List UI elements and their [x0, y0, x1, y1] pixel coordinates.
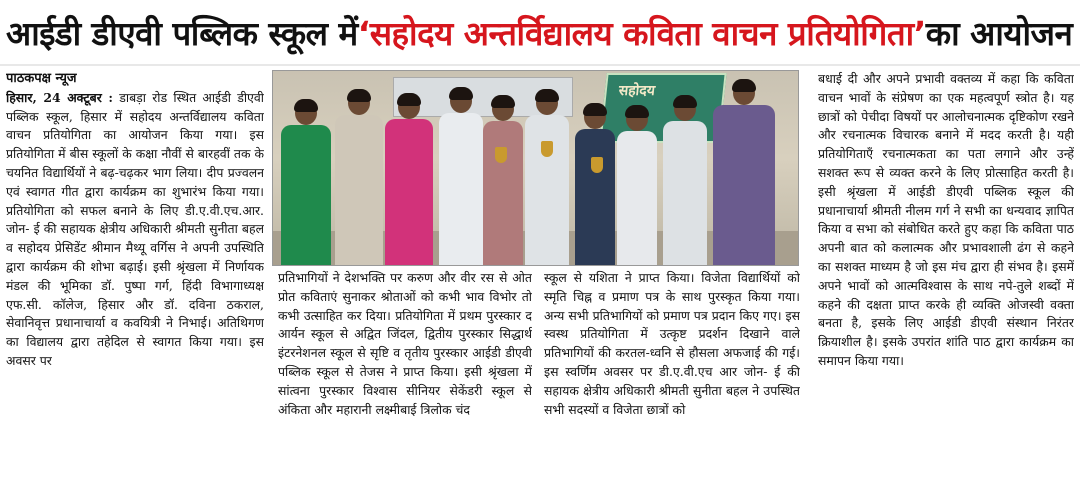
- article-column-3: [544, 269, 800, 484]
- trophy-icon: [495, 147, 507, 163]
- headline: [0, 0, 1080, 66]
- group-photo: [272, 70, 799, 266]
- trophy-icon: [591, 157, 603, 173]
- photo-person: [385, 95, 433, 266]
- column-2-text: प्रतिभागियों ने देशभक्ति पर करुण और वीर रस से ओत प्रोत कविताएं सुनाकर श्रोताओं को कभी भाव विभोर तो कभी उत्साहित कर दिया। प्रतियोगिता में प्रथम पुरस्कार द आर्यन स्कूल से अद्वित जिंदल, द्वितीय पुरस्कार सिद्धार्थ इंटरनेशनल स्कूल से सृष्टि व तृतीय पुरस्कार आईडी डीएवी पब्लिक स्कूल से तेजस ने प्राप्त किया। इसी श्रृंखला में सांत्वना पुरस्कार विश्वास सीनियर सेकेंडरी स्कूल से अंकिता और महारानी लक्ष्मीबाई त्रिलोक चंद: [278, 270, 532, 417]
- photo-person: [525, 91, 569, 266]
- photo-person: [281, 101, 331, 266]
- byline: पाठकपक्ष न्यूज: [6, 71, 77, 86]
- photo-banner-text: सहोदय: [617, 83, 656, 99]
- photo-person: [617, 107, 657, 266]
- photo-person: [483, 97, 523, 266]
- photo-person: [575, 105, 615, 266]
- article-column-2: [278, 269, 532, 484]
- trophy-icon: [541, 141, 553, 157]
- column-3-text: स्कूल से यशिता ने प्राप्त किया। विजेता विद्यार्थियों को स्मृति चिह्न व प्रमाण पत्र के साथ पुरस्कृत किया गया। अन्य सभी प्रतिभागियों को प्रमाण पत्र प्रदान किए गए। इस स्वस्थ प्रतियोगिता में उत्कृष्ट प्रदर्शन दिखाने वाले प्रतिभागियों की करतल-ध्वनि से हौसला अफजाई की गई। इस स्वर्णिम अवसर पर डी.ए.वी.एच आर जोन- ई की सहायक क्षेत्रीय अधिकारी श्रीमती सुनीता बहल ने उपस्थित सभी सदस्यों व विजेता छात्रों को: [544, 270, 800, 417]
- article-column-1: [6, 70, 264, 484]
- photo-person: [663, 97, 707, 266]
- headline-quoted: ‘सहोदय अन्तर्विद्यालय कविता वाचन प्रतियोगिता’: [357, 13, 926, 53]
- photo-person: [439, 89, 483, 266]
- photo-person: [335, 91, 383, 266]
- column-1-paragraph: [6, 89, 264, 371]
- article-column-4: [818, 70, 1074, 484]
- dateline: हिसार, 24 अक्टूबर :: [6, 89, 114, 105]
- column-4-text: बधाई दी और अपने प्रभावी वक्तव्य में कहा कि कविता वाचन भावों के संप्रेषण का एक महत्वपूर्ण स्त्रोत है। यह छात्रों को पेचीदा विषयों पर आलोचनात्मक दृष्टिकोण रखने और रचनात्मक विचारक बनाने में मदद करती है। यही प्रतियोगिताएँ रचनात्मकता का पता लगाने और उन्हें सशक्त रूप से व्यक्त करने के लिए प्रोत्साहित करती है। इसी श्रृंखला में आईडी डीएवी पब्लिक स्कूल की प्रधानाचार्या श्रीमती नीलम गर्ग ने सभी का धन्यवाद ज्ञापित किया व सभा को संबोधित करते हुए कहा कि कविता पाठ अपनी बात को कलात्मक और प्रभावशाली ढंग से कहने का सशक्त माध्यम है जो इस मंच द्वारा ही संभव है। इसमें अपने भावों को आत्मविश्वास के साथ नपे-तुले शब्दों में कहने की दक्षता प्राप्त करके ही व्यक्ति ओजस्वी वक्ता बनता है, इसके लिए आईडी डीएवी संस्थान निरंतर क्रियाशील है। इसके उपरांत शांति पाठ द्वारा कार्यक्रम का समापन किया गया।: [818, 71, 1074, 368]
- headline-part1: आईडी डीएवी पब्लिक स्कूल में: [6, 13, 358, 53]
- headline-part2: का आयोजन: [925, 13, 1073, 53]
- photo-person: [713, 81, 775, 266]
- column-1-text: डाबड़ा रोड स्थित आईडी डीएवी पब्लिक स्कूल, हिसार में सहोदय अन्तर्विद्यालय कविता वाचन प्रतियोगिता का आयोजन किया गया। इस प्रतियोगिता में बीस स्कूलों के कक्षा नौवीं से बारहवीं तक के चयनित विद्यार्थियों ने बढ़-चढ़कर भाग लिया। दीप प्रज्वलन एवं स्वागत गीत द्वारा कार्यक्रम का शुभारंभ किया गया। प्रतियोगिता को सफल बनाने के लिए डी.ए.वी.एच.आर. जोन- ई की सहायक क्षेत्रीय अधिकारी श्रीमती सुनीता बहल व सहोदय प्रेसिडेंट श्रीमान मैथ्यू वर्गिस ने अपनी उपस्थिति द्वारा कार्यक्रम की शोभा बढ़ाई। इसी श्रृंखला में निर्णायक मंडल की भूमिका डॉ. पुष्पा गर्ग, हिंदी विभागाध्यक्ष एफ.सी. कॉलेज, हिसार और डॉ. दविना ठकराल, सेवानिवृत्त प्रधानाचार्या व कवयित्री ने निभाई। अतिथिगण का विद्यालय द्वारा तहेदिल से स्वागत किया गया। इस अवसर पर: [6, 89, 264, 368]
